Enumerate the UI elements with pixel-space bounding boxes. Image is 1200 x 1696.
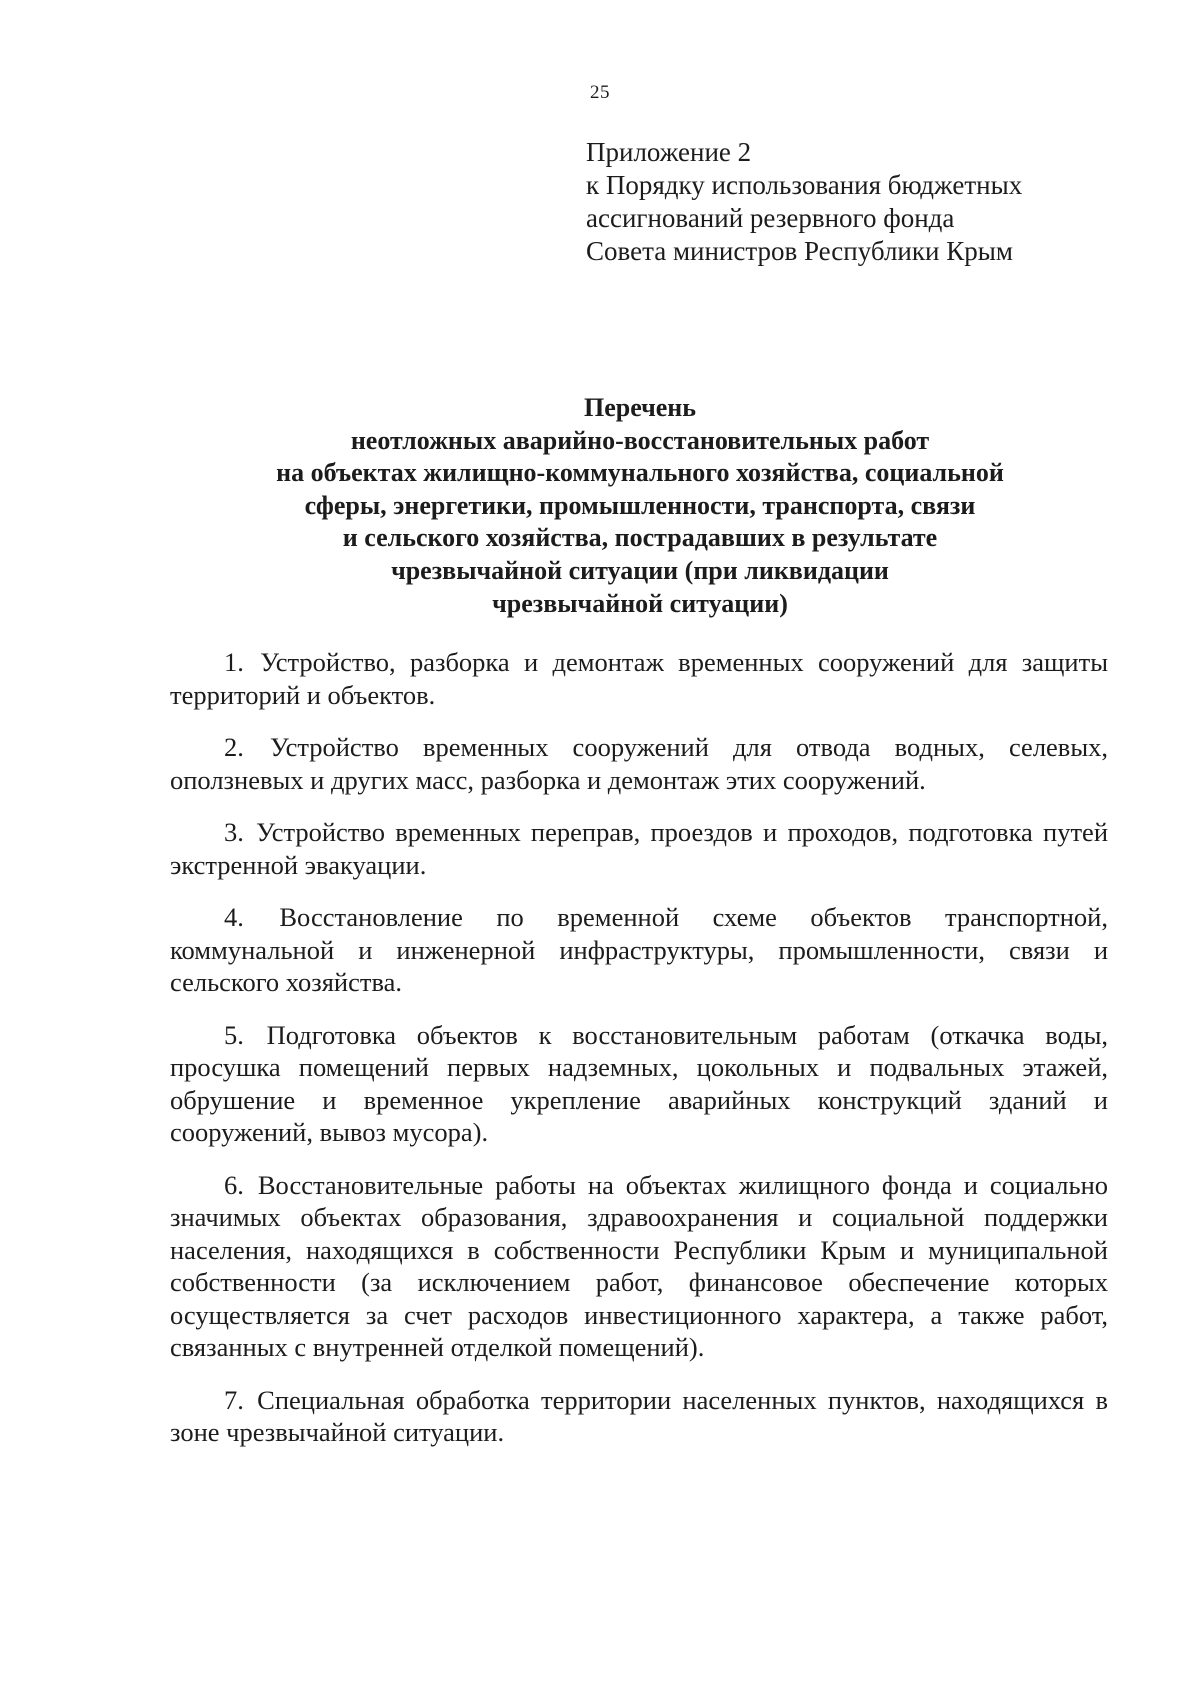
item-number: 1. <box>224 647 244 677</box>
list-item <box>170 646 1108 711</box>
title-line: и сельского хозяйства, пострадавших в результате <box>342 523 938 553</box>
appendix-line: ассигнований резервного фонда <box>586 203 955 233</box>
item-text: Подготовка объектов к восстановительным работам (откачка воды, просушка помещений первых надземных, цокольных и подвальных этажей, обрушение и временное укрепление аварийных конструкций зданий и сооружений, вывоз мусора). <box>170 1019 1109 1147</box>
item-text: Восстановительные работы на объектах жилищного фонда и социально значимых объектах образования, здравоохранения и социальной поддержки населения, находящихся в собственности Республики Крым и муниципальной собственности (за исключением работ, финансовое обеспечение которых осуществляется за счет расходов инвестиционного характера, а также работ, связанных с внутренней отделкой помещений). <box>170 1169 1109 1362</box>
list-item <box>170 1019 1108 1149</box>
item-number: 2. <box>224 732 244 762</box>
item-text: Специальная обработка территории населенных пунктов, находящихся в зоне чрезвычайной ситуации. <box>170 1384 1108 1447</box>
item-text: Восстановление по временной схеме объектов транспортной, коммунальной и инженерной инфраструктуры, промышленности, связи и сельского хозяйства. <box>170 902 1108 997</box>
list-item <box>170 1169 1108 1364</box>
appendix-header <box>586 136 1022 268</box>
document-title <box>160 392 1120 620</box>
item-text: Устройство временных переправ, проездов и проходов, подготовка путей экстренной эвакуации. <box>170 817 1109 880</box>
item-text: Устройство временных сооружений для отвода водных, селевых, оползневых и других масс, разборка и демонтаж этих сооружений. <box>170 732 1108 795</box>
item-number: 5. <box>224 1019 244 1050</box>
item-number: 6. <box>224 1169 244 1200</box>
item-number: 4. <box>224 902 244 932</box>
title-line: Перечень <box>583 393 697 422</box>
title-line: чрезвычайной ситуации (при ликвидации <box>391 555 889 585</box>
title-line: на объектах жилищно-коммунального хозяйства, социальной <box>276 458 1004 488</box>
work-list <box>170 646 1108 1469</box>
title-line: неотложных аварийно-восстановительных работ <box>350 425 930 455</box>
title-line: сферы, энергетики, промышленности, транспорта, связи <box>304 490 976 520</box>
list-item <box>170 816 1108 881</box>
list-item <box>170 1384 1108 1449</box>
appendix-line: к Порядку использования бюджетных <box>586 170 1023 200</box>
list-item <box>170 901 1108 999</box>
appendix-line: Совета министров Республики Крым <box>586 236 1013 266</box>
item-text: Устройство, разборка и демонтаж временных сооружений для защиты территорий и объектов. <box>170 647 1109 710</box>
appendix-line: Приложение 2 <box>586 137 752 167</box>
item-number: 7. <box>224 1384 244 1415</box>
page-number: 25 <box>590 82 610 103</box>
item-number: 3. <box>224 817 244 847</box>
list-item <box>170 731 1108 796</box>
title-line: чрезвычайной ситуации) <box>492 588 788 618</box>
